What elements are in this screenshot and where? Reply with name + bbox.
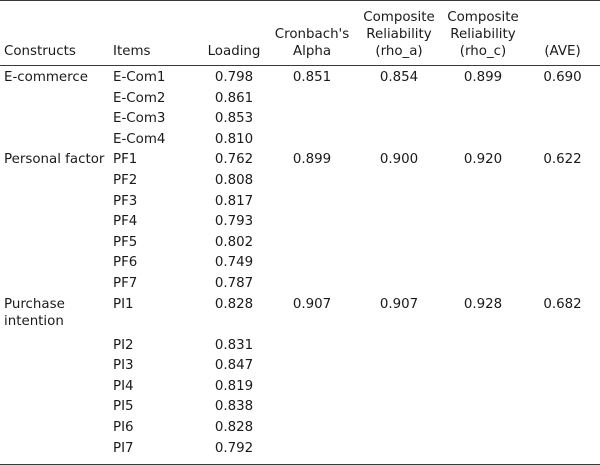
table-row xyxy=(0,193,600,214)
loading-cell: 0.798 xyxy=(214,70,254,85)
table-row xyxy=(0,440,600,465)
table-row xyxy=(0,131,600,152)
table-row xyxy=(0,213,600,234)
table-row xyxy=(0,337,600,358)
item-cell: PI5 xyxy=(113,399,134,415)
item-cell: PI4 xyxy=(113,378,134,394)
loading-cell: 0.792 xyxy=(201,440,267,465)
loading-cell: 0.847 xyxy=(214,358,254,374)
rho-a-cell: 0.900 xyxy=(379,152,419,168)
table-row xyxy=(0,398,600,419)
header-rhoa-line2: Reliability xyxy=(366,27,432,42)
alpha-cell: 0.899 xyxy=(292,152,332,168)
header-loading xyxy=(201,1,267,66)
item-cell: PI1 xyxy=(113,296,134,312)
item-cell: PF7 xyxy=(113,275,138,291)
table-row xyxy=(0,275,600,296)
item-cell: PI6 xyxy=(113,419,134,435)
header-rhoc-line3: (rho_c) xyxy=(459,44,507,59)
table-header xyxy=(0,1,600,66)
loading-cell: 0.831 xyxy=(214,337,254,353)
construct-cell: Purchase intention xyxy=(4,296,65,329)
header-items xyxy=(113,1,201,66)
item-cell: E-Com1 xyxy=(113,70,166,85)
table-row xyxy=(0,90,600,111)
header-loading-label: Loading xyxy=(207,44,261,59)
table-row xyxy=(0,172,600,193)
alpha-cell: 0.851 xyxy=(292,70,332,85)
item-cell: PF2 xyxy=(113,172,138,188)
header-rhoc-line1: Composite xyxy=(447,10,519,25)
item-cell: PF6 xyxy=(113,255,138,271)
construct-cell: E-commerce xyxy=(4,70,88,85)
table-row xyxy=(0,357,600,378)
loading-cell: 0.861 xyxy=(214,90,254,106)
table-row xyxy=(0,110,600,131)
loading-cell: 0.838 xyxy=(214,399,254,415)
loading-cell: 0.828 xyxy=(214,419,254,435)
item-cell: E-Com3 xyxy=(113,111,166,127)
item-cell: PF1 xyxy=(113,152,138,168)
header-ave xyxy=(525,1,600,66)
rho-a-cell: 0.907 xyxy=(379,296,419,312)
ave-cell: 0.690 xyxy=(543,70,582,85)
header-rhoa-line1: Composite xyxy=(363,10,435,25)
item-cell: PI3 xyxy=(113,358,134,374)
construct-cell: Personal factor xyxy=(4,152,105,168)
item-cell: PI2 xyxy=(113,337,134,353)
header-cronbach-alpha xyxy=(267,1,357,66)
header-constructs xyxy=(0,1,113,66)
header-rho-a xyxy=(357,1,441,66)
rho-c-cell: 0.920 xyxy=(463,152,503,168)
loading-cell: 0.817 xyxy=(214,193,254,209)
rho-c-cell: 0.928 xyxy=(463,296,503,312)
rho-a-cell: 0.854 xyxy=(379,70,419,85)
table-row xyxy=(0,254,600,275)
loading-cell: 0.810 xyxy=(214,131,254,147)
alpha-cell: 0.907 xyxy=(292,296,332,312)
table-row xyxy=(0,151,600,172)
header-alpha-line1: Cronbach's xyxy=(274,27,350,42)
table-row xyxy=(0,378,600,399)
loading-cell: 0.793 xyxy=(214,214,254,230)
item-cell: PF5 xyxy=(113,234,138,250)
header-rho-c xyxy=(441,1,525,66)
item-cell: PF3 xyxy=(113,193,138,209)
ave-cell: 0.622 xyxy=(543,152,582,168)
loading-cell: 0.762 xyxy=(214,152,254,168)
table-row xyxy=(0,419,600,440)
header-constructs-label: Constructs xyxy=(4,44,76,59)
loading-cell: 0.853 xyxy=(214,111,254,127)
table-row xyxy=(0,296,600,337)
item-cell: PI7 xyxy=(113,440,201,465)
item-cell: PF4 xyxy=(113,214,138,230)
loading-cell: 0.808 xyxy=(214,172,254,188)
item-cell: E-Com4 xyxy=(113,131,166,147)
ave-cell: 0.682 xyxy=(543,296,582,312)
header-rhoc-line2: Reliability xyxy=(450,27,516,42)
loading-cell: 0.749 xyxy=(214,255,254,271)
header-alpha-line2: Alpha xyxy=(292,44,332,59)
loading-cell: 0.802 xyxy=(214,234,254,250)
header-rhoa-line3: (rho_a) xyxy=(375,44,423,59)
loading-cell: 0.819 xyxy=(214,378,254,394)
header-items-label: Items xyxy=(113,44,151,59)
table-row xyxy=(0,234,600,255)
table-body xyxy=(0,66,600,465)
loading-cell: 0.828 xyxy=(214,296,254,312)
header-row xyxy=(0,1,600,66)
item-cell: E-Com2 xyxy=(113,90,166,106)
loading-cell: 0.787 xyxy=(214,275,254,291)
rho-c-cell: 0.899 xyxy=(463,70,503,85)
table-row xyxy=(0,66,600,90)
header-ave-label: (AVE) xyxy=(544,44,581,59)
